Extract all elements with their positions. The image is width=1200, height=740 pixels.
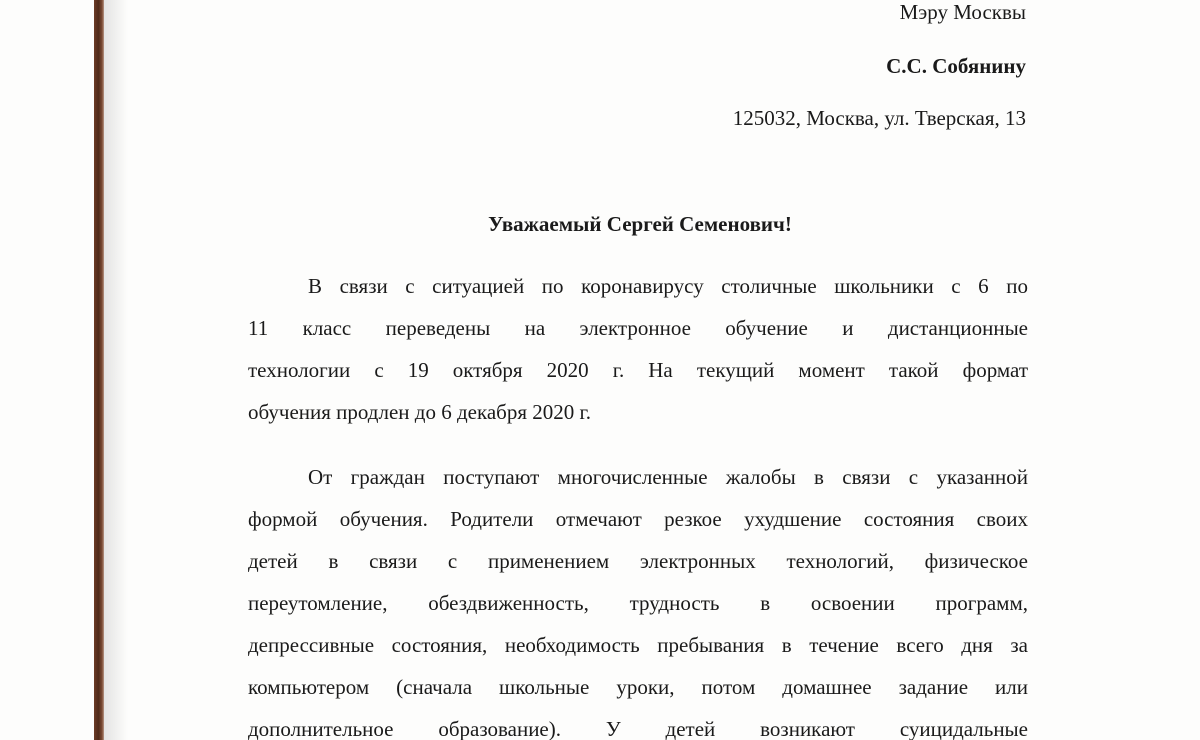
paragraph-line: формой обучения. Родители отмечают резкое ухудшение состояния своих — [248, 507, 1028, 531]
paragraph-line: технологии с 19 октября 2020 г. На текущий момент такой формат — [248, 358, 1028, 382]
paragraph-line: обучения продлен до 6 декабря 2020 г. — [248, 400, 591, 424]
paragraph-line: дополнительное образование). У детей возникают суицидальные — [248, 717, 1028, 740]
paragraph-line: От граждан поступают многочисленные жалобы в связи с указанной — [308, 465, 1028, 489]
paragraph-1 — [248, 265, 1028, 433]
paragraph-line: компьютером (сначала школьные уроки, потом домашнее задание или — [248, 675, 1028, 699]
recipient-address: 125032, Москва, ул. Тверская, 13 — [732, 106, 1026, 130]
letter-greeting: Уважаемый Сергей Семенович! — [488, 212, 792, 236]
recipient-title: Мэру Москвы — [899, 0, 1026, 24]
paragraph-line: переутомление, обездвиженность, трудность в освоении программ, — [248, 591, 1028, 615]
paragraph-line: 11 класс переведены на электронное обучение и дистанционные — [248, 316, 1028, 340]
binder-edge — [94, 0, 104, 740]
binder-shadow — [104, 0, 128, 740]
paragraph-2 — [248, 456, 1028, 740]
recipient-name: С.С. Собянину — [886, 54, 1026, 78]
paragraph-line: депрессивные состояния, необходимость пребывания в течение всего дня за — [248, 633, 1028, 657]
paragraph-line: В связи с ситуацией по коронавирусу столичные школьники с 6 по — [308, 274, 1028, 298]
paragraph-line: детей в связи с применением электронных технологий, физическое — [248, 549, 1028, 573]
